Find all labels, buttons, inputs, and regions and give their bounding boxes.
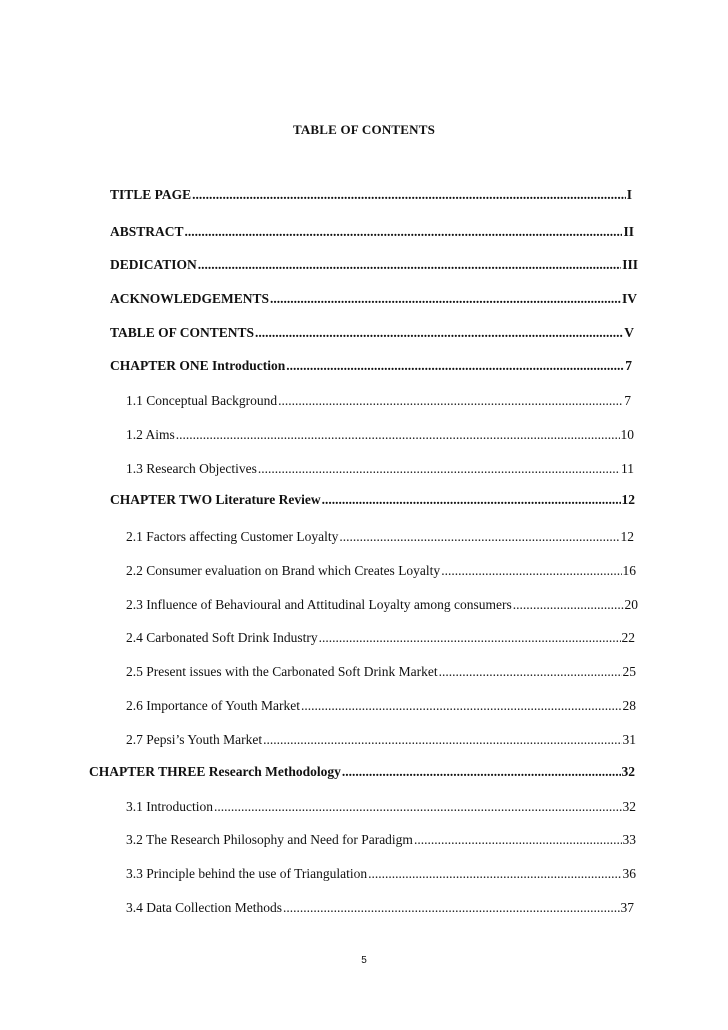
toc-dot-leader <box>339 527 619 547</box>
toc-entry-3-1[interactable] <box>126 797 636 817</box>
page-title: TABLE OF CONTENTS <box>292 122 436 137</box>
toc-entry-page: 16 <box>622 563 636 578</box>
toc-entry-1-3[interactable] <box>126 459 634 479</box>
toc-entry-page: 20 <box>624 597 638 612</box>
toc-entry-page: II <box>623 224 634 239</box>
toc-entry-page: IV <box>621 291 637 306</box>
toc-entry-page: 11 <box>621 461 634 476</box>
toc-entry-label: ACKNOWLEDGEMENTS <box>110 291 270 306</box>
toc-entry-label: 2.4 Carbonated Soft Drink Industry <box>126 630 318 645</box>
toc-dot-leader <box>270 289 621 309</box>
toc-entry-label: DEDICATION <box>110 257 197 272</box>
toc-entry-label: 2.3 Influence of Behavioural and Attitudinal Loyalty among consumers <box>126 597 512 612</box>
toc-dot-leader <box>513 595 624 615</box>
toc-entry-label: 3.2 The Research Philosophy and Need for Paradigm <box>126 832 413 847</box>
toc-entry-2-7[interactable] <box>126 730 636 750</box>
toc-entry-page: 28 <box>622 698 636 713</box>
toc-entry-label: TITLE PAGE <box>110 187 192 202</box>
toc-entry-2-1[interactable] <box>126 527 634 547</box>
toc-dot-leader <box>176 425 620 445</box>
toc-entry-page: 7 <box>625 358 632 373</box>
toc-entry-label: TABLE OF CONTENTS <box>110 325 255 340</box>
toc-entry-chapter-one[interactable] <box>110 356 632 376</box>
toc-entry-2-4[interactable] <box>126 628 635 648</box>
toc-entry-label: 3.3 Principle behind the use of Triangulation <box>126 866 368 881</box>
toc-entry-label: CHAPTER THREE Research Methodology <box>89 764 341 779</box>
toc-entry-2-6[interactable] <box>126 696 636 716</box>
toc-entry-page: 37 <box>620 900 634 915</box>
toc-entry-page: 12 <box>620 529 634 544</box>
toc-entry-page: 22 <box>621 630 635 645</box>
toc-entry-label: 1.1 Conceptual Background <box>126 393 278 408</box>
toc-entry-acknowledgements[interactable] <box>110 289 637 309</box>
toc-entry-page: 10 <box>620 427 634 442</box>
toc-dot-leader <box>263 730 621 750</box>
toc-entry-page: 33 <box>622 832 636 847</box>
toc-dot-leader <box>185 222 623 242</box>
toc-entry-label: 2.2 Consumer evaluation on Brand which Creates Loyalty <box>126 563 441 578</box>
toc-entry-3-4[interactable] <box>126 898 634 918</box>
toc-entry-3-3[interactable] <box>126 864 636 884</box>
toc-entry-label: 1.3 Research Objectives <box>126 461 257 476</box>
toc-dot-leader <box>319 628 621 648</box>
toc-dot-leader <box>322 490 621 510</box>
toc-entry-label: 2.5 Present issues with the Carbonated Soft Drink Market <box>126 664 438 679</box>
toc-dot-leader <box>301 696 622 716</box>
toc-dot-leader <box>192 185 626 205</box>
toc-dot-leader <box>441 561 621 581</box>
toc-entry-page: 25 <box>622 664 636 679</box>
toc-entry-2-3[interactable] <box>126 595 638 615</box>
toc-entry-page: 31 <box>622 732 636 747</box>
toc-entry-page: 36 <box>622 866 636 881</box>
toc-dot-leader <box>278 391 623 411</box>
toc-entry-page: V <box>624 325 634 340</box>
toc-entry-2-2[interactable] <box>126 561 636 581</box>
toc-dot-leader <box>214 797 622 817</box>
toc-entry-page: I <box>626 187 632 202</box>
toc-entry-abstract[interactable] <box>110 222 634 242</box>
toc-entry-page: 7 <box>624 393 631 408</box>
toc-entry-chapter-two[interactable] <box>110 490 635 510</box>
toc-dot-leader <box>414 830 622 850</box>
toc-entry-title-page[interactable] <box>110 185 632 205</box>
toc-entry-page: III <box>622 257 638 272</box>
toc-entry-label: 2.1 Factors affecting Customer Loyalty <box>126 529 339 544</box>
toc-entry-label: CHAPTER ONE Introduction <box>110 358 286 373</box>
toc-dot-leader <box>342 762 621 782</box>
toc-entry-label: 3.1 Introduction <box>126 799 213 814</box>
toc-entry-label: 2.7 Pepsi’s Youth Market <box>126 732 263 747</box>
page-number: 5 <box>361 955 367 966</box>
toc-entry-1-2[interactable] <box>126 425 634 445</box>
toc-dot-leader <box>286 356 624 376</box>
toc-entry-2-5[interactable] <box>126 662 636 682</box>
toc-dot-leader <box>283 898 620 918</box>
toc-entry-page: 12 <box>621 492 635 507</box>
toc-entry-3-2[interactable] <box>126 830 636 850</box>
toc-entry-chapter-three[interactable] <box>89 762 635 782</box>
toc-dot-leader <box>198 255 621 275</box>
toc-entry-page: 32 <box>621 764 635 779</box>
toc-entry-dedication[interactable] <box>110 255 638 275</box>
toc-entry-label: 3.4 Data Collection Methods <box>126 900 282 915</box>
toc-entry-label: ABSTRACT <box>110 224 184 239</box>
toc-entry-label: 2.6 Importance of Youth Market <box>126 698 300 713</box>
toc-entry-table-of-contents[interactable] <box>110 323 634 343</box>
toc-dot-leader <box>439 662 622 682</box>
toc-entry-page: 32 <box>622 799 636 814</box>
toc-dot-leader <box>258 459 620 479</box>
toc-dot-leader <box>368 864 621 884</box>
toc-entry-1-1[interactable] <box>126 391 631 411</box>
toc-entry-label: 1.2 Aims <box>126 427 175 442</box>
toc-entry-label: CHAPTER TWO Literature Review <box>110 492 321 507</box>
toc-dot-leader <box>255 323 623 343</box>
